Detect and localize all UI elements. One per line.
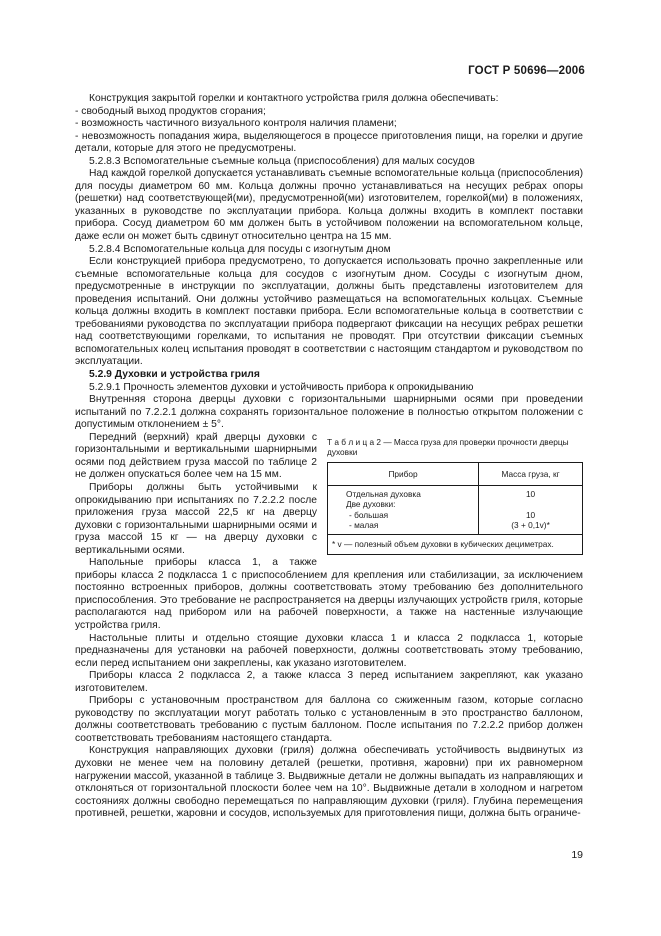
paragraph: Передний (верхний) край дверцы духовки с горизонтальными и вертикальными шарнирными осями под действием груза массой по таблице 2 не должен опускаться более чем на 15 мм. (75, 431, 317, 481)
table-header-mass: Масса груза, кг (479, 462, 583, 485)
cell-text: 10 (525, 509, 536, 520)
paragraph: Над каждой горелкой допускается устанавливать съемные вспомогательные кольца (приспособления) для посуды диаметром 60 мм. Кольца должны прочно устанавливаться на несущих ребрах опоры (решетки) над соответствующей(ми), предусмотренной(ми) изготовителем, горелкой(ми) в положениях, указанных в руководстве по эксплуатации прибора. Кольца должны входить в комплект поставки прибора. Сосуд диаметром 60 мм должен быть в устойчивом положении на вспомогательном кольце, даже если он может быть сдвинут относительно центра на 15 мм. (75, 168, 583, 243)
cell-text: (3 + 0,1v)* (511, 520, 550, 531)
cell-text: Две духовки: (346, 499, 396, 510)
section-heading: 5.2.9 Духовки и устройства гриля (89, 369, 260, 381)
table-header-device: Прибор (328, 462, 479, 485)
table-cell (479, 485, 583, 534)
list-item: - возможность частичного визуального контроля наличия пламени; (75, 118, 397, 130)
paragraph: Приборы с установочным пространством для баллона со сжиженным газом, которые согласно руководству по эксплуатации могут работать только с установленным в это пространство баллоном, должны соответствовать требованию с пустым баллоном. После испытания по 7.2.2.2 прибор должен соответствовать требованиям настоящего стандарта. (75, 695, 583, 744)
table-cell (328, 485, 479, 534)
paragraph: Настольные плиты и отдельно стоящие духовки класса 1 и класса 2 подкласса 1, которые предназначены для установки на рабочей поверхности, должны соответствовать этому требованию, если перед испытанием они закреплены, как указано изготовителем. (75, 632, 583, 669)
section-heading: 5.2.8.4 Вспомогательные кольца для посуды с изогнутым дном (89, 243, 391, 255)
table-footnote: * v — полезный объем духовки в кубических дециметрах. (328, 534, 583, 554)
table-row (328, 485, 583, 534)
body-text (75, 93, 583, 821)
list-item: - невозможность попадания жира, выделяющегося в процессе приготовления пищи, на горелки и другие детали, которые для этого не предусмотрены. (75, 130, 583, 155)
document-code: ГОСТ Р 50696—2006 (468, 65, 585, 77)
paragraph: Конструкция направляющих духовки (гриля) должна обеспечивать устойчивость выдвинутых из духовки не менее чем на половину деталей (решетки, противня, жаровни) при их равномерном нагружении массой, указанной в таблице 3. Выдвижные детали не должны выпадать из направляющих и отклоняться от горизонтальной плоскости более чем на 10°. Выдвижные детали в холодном и нагретом состояниях должны свободно перемещаться по направляющим духовки (гриля). Глубина перемещения противней, решетки, жаровни и сосудов, используемых для приготовления пищи, должна быть ограниче- (75, 745, 583, 820)
paragraph: Если конструкцией прибора предусмотрено, то допускается использовать прочно закрепленные или съемные вспомогательные кольца для сосудов с изогнутым дном. Сосуды с изогнутым дном, предусмотренные в инструкции по эксплуатации, должны быть представлены изготовителем для проведения испытаний. Они должны устойчиво размещаться на вспомогательных кольцах. Съемные кольца должны входить в комплект поставки прибора. Если вспомогательные кольца в соответствии с требованиями руководства по эксплуатации прибора подвергают фиксации на несущих ребрах решетки над соответствующими горелками, то испытания не проводят. При отсутствии фиксации съемных вспомогательных колец испытания проводят в соответствии с настоящим стандартом и руководством по эксплуатации. (75, 256, 583, 368)
list-item: - свободный выход продуктов сгорания; (75, 105, 266, 117)
page-number: 19 (571, 849, 583, 861)
table-2-block (327, 437, 583, 555)
cell-text: - малая (349, 520, 379, 531)
table-header-row (328, 462, 583, 485)
section-heading: 5.2.9.1 Прочность элементов духовки и устойчивость прибора к опрокидыванию (89, 381, 474, 393)
paragraph: Напольные приборы класса 1, а также приборы класса 2 подкласса 1 с приспособлением для крепления или стабилизации, за исключением постоянно встроенных приборов, должны соответствовать этому требованию без дополнительного приспособления. Это требование не распространяется на дверцы излучающих устройств гриля, которые располагаются над прибором или на рабочей поверхности, а также на настенные излучающие устройства гриля. (75, 557, 583, 631)
cell-text: 10 (525, 488, 536, 499)
cell-text: - большая (349, 509, 389, 520)
section-heading: 5.2.8.3 Вспомогательные съемные кольца (приспособления) для малых сосудов (89, 155, 475, 167)
paragraph: Приборы класса 2 подкласса 2, а также класса 3 перед испытанием закрепляют, как указано изготовителем. (75, 670, 583, 694)
table-2 (327, 462, 583, 555)
cell-spacer (483, 499, 578, 510)
paragraph: Внутренняя сторона дверцы духовки с горизонтальными шарнирными осями при проведении испытаний по 7.2.2.1 должна сохранять горизонтальное положение в полностью открытом положении с допустимым отклонением ± 5°. (75, 394, 583, 431)
table-footnote-row (328, 534, 583, 554)
paragraph: Конструкция закрытой горелки и контактного устройства гриля должна обеспечивать: (89, 93, 499, 104)
table-caption: Т а б л и ц а 2 — Масса груза для проверки прочности дверцы духовки (327, 436, 569, 458)
cell-text: Отдельная духовка (346, 488, 421, 499)
paragraph: Приборы должны быть устойчивыми к опрокидыванию при испытаниях по 7.2.2.2 после приложения груза массой 22,5 кг на дверцу духовки с горизонтальными шарнирными осями и груза массой 15 кг — на дверцу духовки с вертикальными осями. (75, 481, 317, 556)
